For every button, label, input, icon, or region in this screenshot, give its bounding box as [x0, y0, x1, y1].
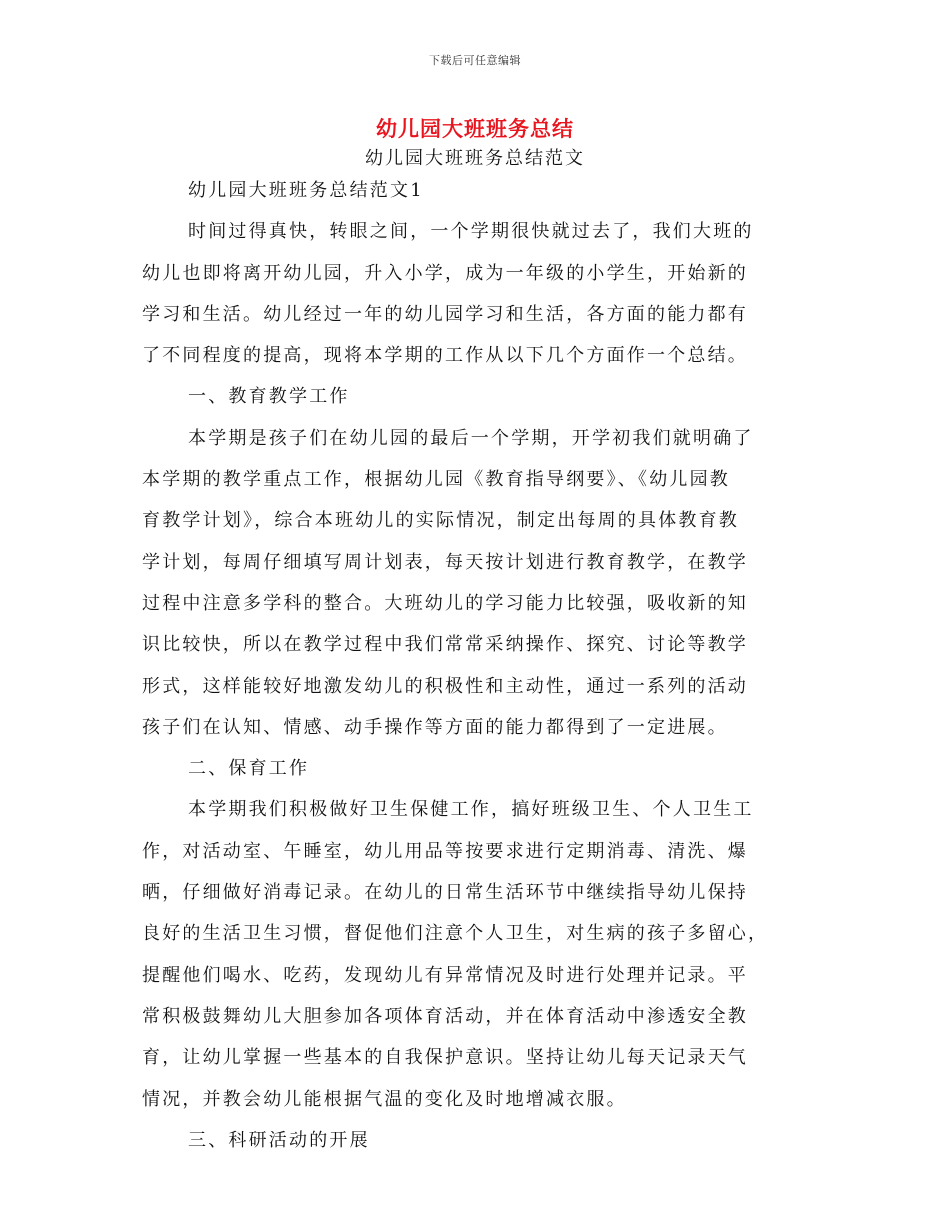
- text-line: 形式，这样能较好地激发幼儿的积极性和主动性，通过一系列的活动: [142, 675, 748, 697]
- text-line: 作，对活动室、午睡室，幼儿用品等按要求进行定期消毒、清洗、爆: [142, 840, 748, 862]
- document-title: 幼儿园大班班务总结: [376, 116, 574, 141]
- section-heading: 二、保育工作: [188, 758, 310, 780]
- text-line: 本学期我们积极做好卫生保健工作，搞好班级卫生、个人卫生工: [188, 799, 754, 821]
- text-line: 学习和生活。幼儿经过一年的幼儿园学习和生活，各方面的能力都有: [142, 303, 748, 325]
- text-line: 了不同程度的提高，现将本学期的工作从以下几个方面作一个总结。: [142, 345, 748, 367]
- text-line: 常积极鼓舞幼儿大胆参加各项体育活动，并在体育活动中渗透安全教: [142, 1005, 748, 1027]
- text-line: 幼儿也即将离开幼儿园，升入小学，成为一年级的小学生，开始新的: [142, 262, 748, 284]
- text-line: 孩子们在认知、情感、动手操作等方面的能力都得到了一定进展。: [142, 716, 728, 738]
- text-line: 本学期的教学重点工作，根据幼儿园《教育指导纲要》、《幼儿园教: [142, 469, 730, 491]
- text-line: 过程中注意多学科的整合。大班幼儿的学习能力比较强，吸收新的知: [142, 592, 748, 614]
- text-line: 本学期是孩子们在幼儿园的最后一个学期，开学初我们就明确了: [188, 427, 754, 449]
- text-line: 育教学计划》，综合本班幼儿的实际情况，制定出每周的具体教育教: [142, 510, 739, 532]
- text-line: 晒，仔细做好消毒记录。在幼儿的日常生活环节中继续指导幼儿保持: [142, 882, 748, 904]
- document-subtitle: 幼儿园大班班务总结范文: [365, 148, 585, 169]
- text-line: 幼儿园大班班务总结范文1: [188, 180, 424, 201]
- body-text: [142, 170, 822, 1161]
- text-line: 情况，并教会幼儿能根据气温的变化及时地增减衣服。: [142, 1088, 627, 1110]
- section-heading: 三、科研活动的开展: [188, 1129, 370, 1151]
- text-line: 时间过得真快，转眼之间，一个学期很快就过去了，我们大班的: [188, 221, 754, 243]
- text-line: 良好的生活卫生习惯，督促他们注意个人卫生，对生病的孩子多留心，: [142, 923, 769, 945]
- text-line: 育，让幼儿掌握一些基本的自我保护意识。坚持让幼儿每天记录天气: [142, 1047, 748, 1069]
- header-note: 下载后可任意编辑: [429, 54, 521, 67]
- text-line: 提醒他们喝水、吃药，发现幼儿有异常情况及时进行处理并记录。平: [142, 964, 748, 986]
- section-heading: 一、教育教学工作: [188, 386, 350, 408]
- text-line: 识比较快，所以在教学过程中我们常常采纳操作、探究、讨论等教学: [142, 634, 748, 656]
- text-line: 学计划，每周仔细填写周计划表，每天按计划进行教育教学，在教学: [142, 551, 748, 573]
